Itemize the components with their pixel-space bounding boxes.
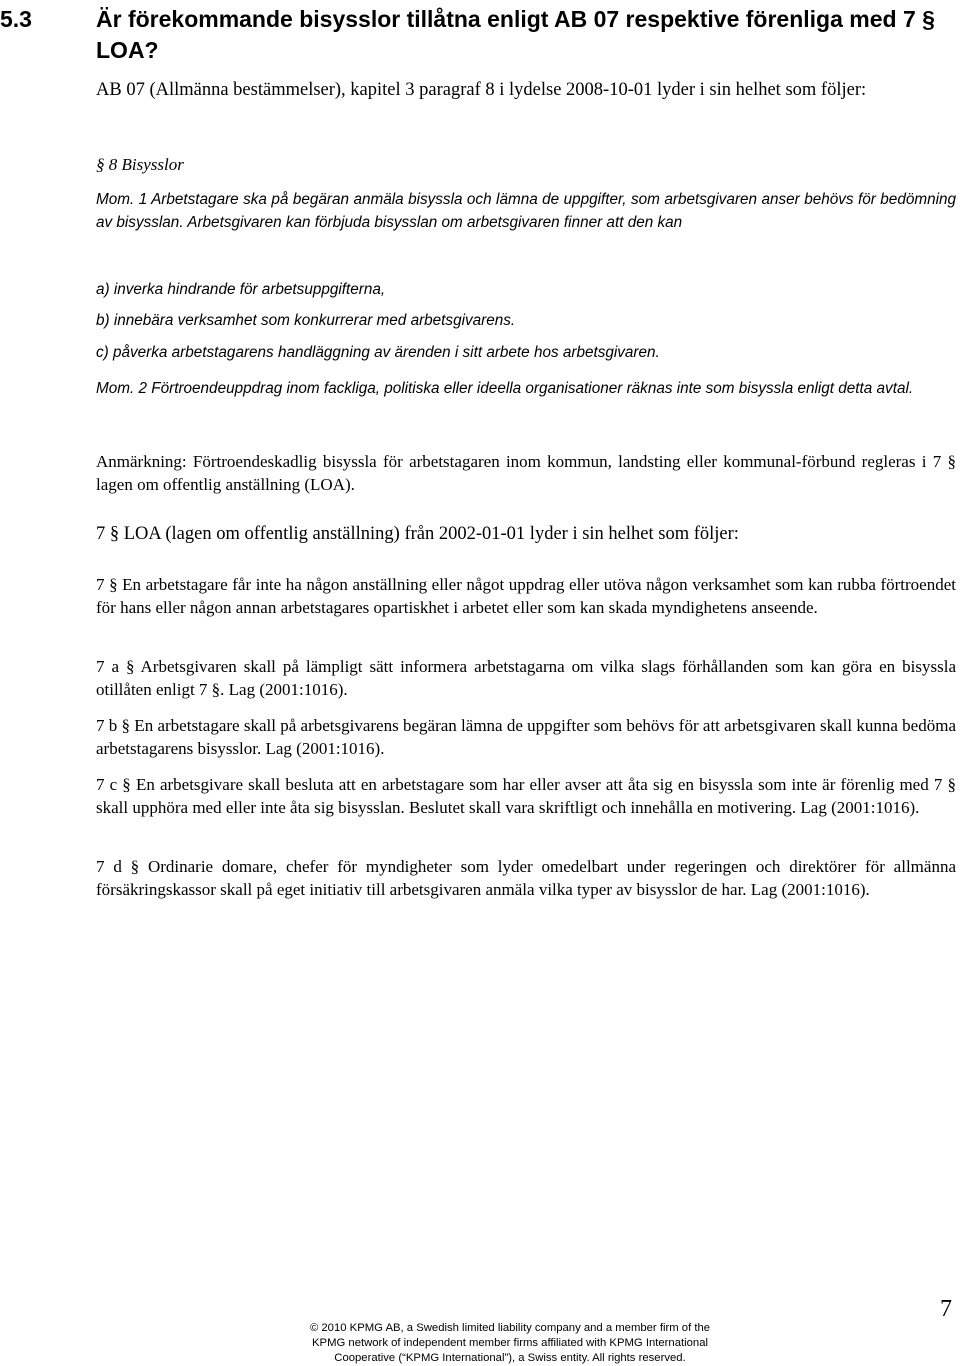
section-7c-paragraph: 7 c § En arbetsgivare skall besluta att en arbetstagare som har eller avser att åta sig en bisyssla som inte är förenlig med 7 § skall upphöra med eller inte åta sig bisysslan. Beslutet skall vara skriftligt och innehålla en motivering. Lag (2001:1016). (96, 775, 956, 817)
section-7d-paragraph: 7 d § Ordinarie domare, chefer för myndigheter som lyder omedelbart under regeringen och direktörer för allmänna försäkringskassor skall på eget initiativ till arbetsgivaren anmäla vilka typer av bisysslor de har. Lag (2001:1016). (96, 857, 956, 899)
list-item-b: b) innebära verksamhet som konkurrerar med arbetsgivarens. (96, 312, 516, 329)
footer-line-1: © 2010 KPMG AB, a Swedish limited liability company and a member firm of the (309, 1322, 711, 1334)
page-number: 7 (940, 1296, 952, 1322)
intro-paragraph: AB 07 (Allmänna bestämmelser), kapitel 3 paragraf 8 i lydelse 2008-10-01 lyder i sin helhet som följer: (96, 80, 867, 100)
section-7b-paragraph: 7 b § En arbetstagare skall på arbetsgivarens begäran lämna de uppgifter som behövs för att arbetsgivaren skall kunna bedöma arbetstagarens bisysslor. Lag (2001:1016). (96, 716, 956, 758)
section-title: Är förekommande bisysslor tillåtna enligt AB 07 respektive förenliga med 7 § LOA? (96, 6, 935, 63)
section-number: 5.3 (0, 6, 32, 32)
list-item-c: c) påverka arbetstagarens handläggning av ärenden i sitt arbete hos arbetsgivaren. (96, 344, 660, 361)
mom-2-paragraph: Mom. 2 Förtroendeuppdrag inom fackliga, politiska eller ideella organisationer räknas inte som bisyssla enligt detta avtal. (96, 380, 914, 397)
footer-line-3: Cooperative (“KPMG International”), a Swiss entity. All rights reserved. (334, 1352, 686, 1364)
list-item-a: a) inverka hindrande för arbetsuppgifterna, (96, 281, 386, 298)
loa-intro-paragraph: 7 § LOA (lagen om offentlig anställning) från 2002-01-01 lyder i sin helhet som följer: (96, 524, 739, 544)
section-7-paragraph: 7 § En arbetstagare får inte ha någon anställning eller något uppdrag eller utöva någon verksamhet som kan rubba förtroendet för hans eller någon annan arbetstagares opartiskhet i arbetet eller som kan skada myndighetens anseende. (96, 575, 956, 617)
anmarkning-paragraph: Anmärkning: Förtroendeskadlig bisyssla för arbetstagaren inom kommun, landsting eller kommunal-förbund regleras i 7 § lagen om offentlig anställning (LOA). (96, 452, 956, 494)
footer-line-2: KPMG network of independent member firms affiliated with KPMG International (312, 1337, 708, 1349)
section-7a-paragraph: 7 a § Arbetsgivaren skall på lämpligt sätt informera arbetstagarna om vilka slags förhållanden som kan göra en bisyssla otillåten enligt 7 §. Lag (2001:1016). (96, 657, 956, 699)
footer (250, 1321, 770, 1366)
mom-1-paragraph: Mom. 1 Arbetstagare ska på begäran anmäla bisyssla och lämna de uppgifter, som arbetsgivaren anser behövs för bedömning av bisysslan. Arbetsgivaren kan förbjuda bisysslan om arbetsgivaren finner att den kan (96, 191, 956, 231)
section-8-title: § 8 Bisysslor (96, 155, 184, 174)
